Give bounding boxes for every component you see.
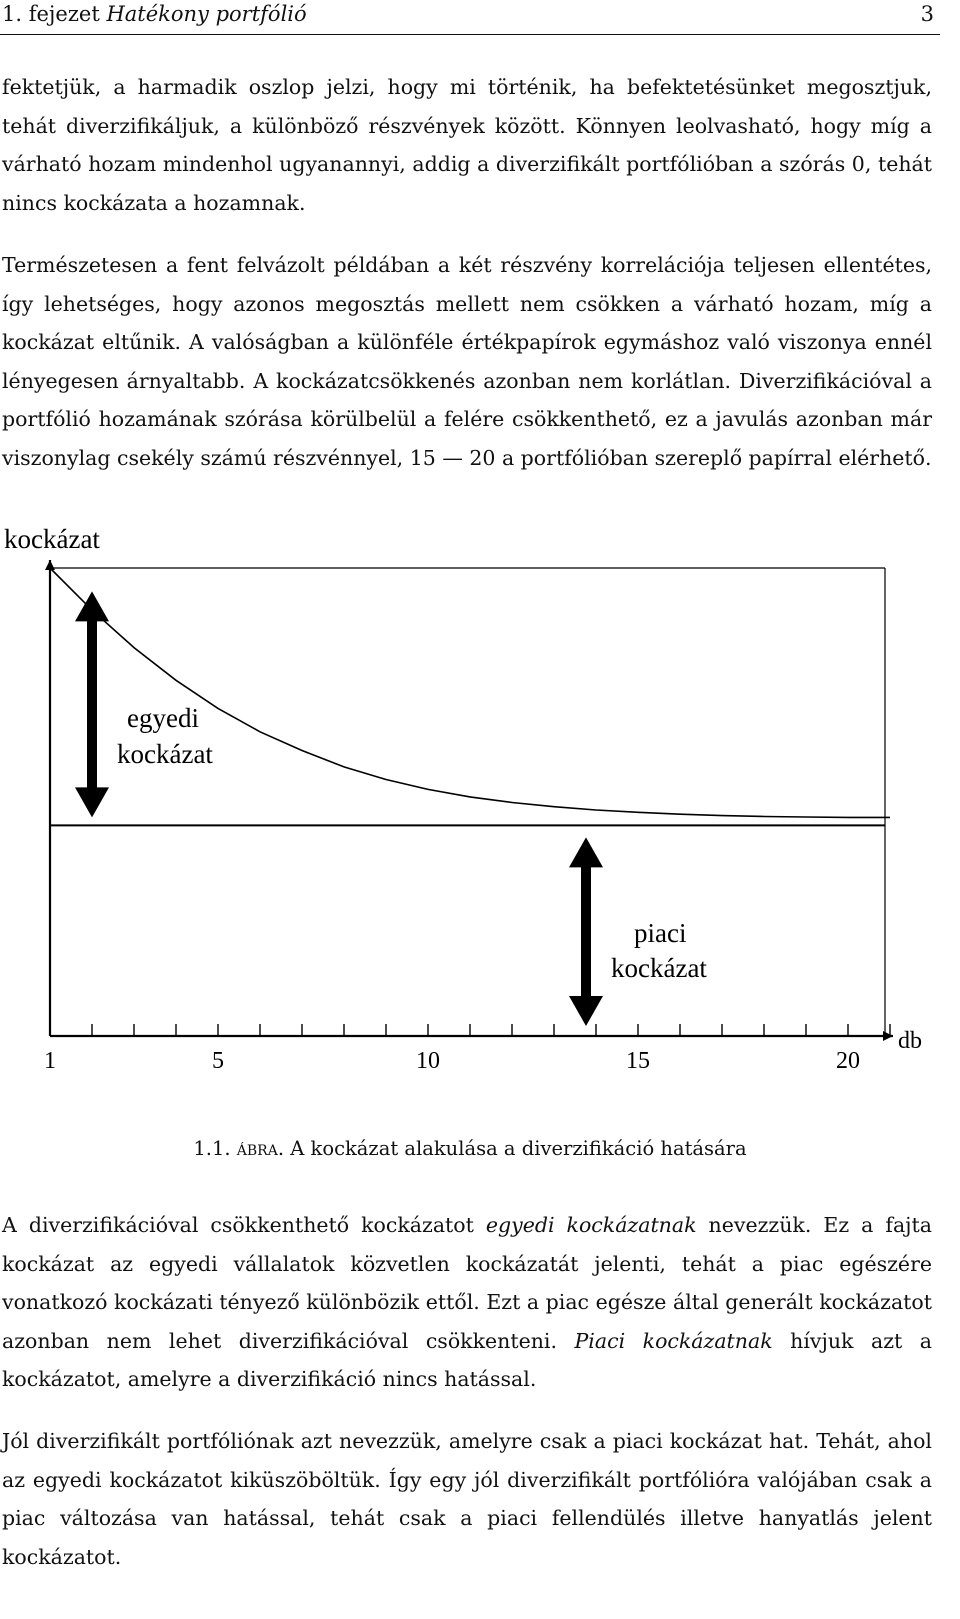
running-head (2, 2, 307, 26)
arrow-head-up (569, 837, 603, 867)
market-risk-label-line1: piaci (634, 918, 687, 948)
figure-caption (0, 1137, 940, 1160)
x-tick-label: 5 (212, 1048, 224, 1074)
arrow-shaft (581, 866, 591, 997)
arrow-head-down (569, 996, 603, 1026)
specific-risk-label-line2: kockázat (117, 739, 213, 769)
caption-number: 1.1. ábra. (193, 1137, 285, 1160)
x-tick-label: 1 (44, 1048, 56, 1074)
x-axis-label: db (898, 1028, 922, 1054)
x-tick-label: 20 (836, 1048, 860, 1074)
arrow-head-up (75, 591, 109, 621)
chapter-label: 1. fejezet (2, 2, 100, 26)
risk-diversification-figure (0, 518, 940, 1078)
specific-risk-label-line1: egyedi (127, 703, 199, 733)
paragraph-4: Jól diverzifikált portfóliónak azt nevezzük, amelyre csak a piaci kockázat hat. Tehát, ahol az egyedi kockázatot kiküszöböltük. Így egy jól diverzifikált portfólióra valójában csak a piac változása van hatással, tehát csak a piaci fellendülés illetve hanyatlás jelent kockázatot. (2, 1429, 932, 1569)
caption-text: A kockázat alakulása a diverzifikáció hatására (290, 1137, 747, 1160)
x-ticks (50, 1024, 890, 1036)
y-axis-label: kockázat (4, 524, 100, 554)
market-risk-arrow (569, 837, 603, 1026)
total-risk-curve (50, 568, 890, 817)
market-risk-label-line2: kockázat (611, 953, 707, 983)
paragraph-3 (2, 1206, 932, 1399)
chapter-title: Hatékony portfólió (106, 2, 307, 26)
paragraph-1: fektetjük, a harmadik oszlop jelzi, hogy mi történik, ha befektetésünket megosztjuk, tehát diverzifikáljuk, a különböző részvények között. Könnyen leolvasható, hogy míg a várható hozam mindenhol ugyanannyi, addig a diverzifikált portfólióban a szórás 0, tehát nincs kockázata a hozamnak. (2, 75, 932, 215)
p3-text-a: A diverzifikációval csökkenthető kockázatot (2, 1213, 486, 1237)
paragraph-2: Természetesen a fent felvázolt példában a két részvény korrelációja teljesen ellentétes, így lehetséges, hogy azonos megosztás mellett nem csökken a várható hozam, míg a kockázat eltűnik. A valóságban a különféle értékpapírok egymáshoz való viszonya ennél lényegesen árnyaltabb. A kockázatcsökkenés azonban nem korlátlan. Diverzifikációval a portfólió hozamának szórása körülbelül a felére csökkenthető, ez a javulás azonban már viszonylag csekély számú részvénnyel, 15 — 20 a portfólióban szereplő papírral elérhető. (2, 253, 932, 470)
p3-emphasis-market-risk: Piaci kockázatnak (574, 1328, 773, 1353)
x-tick-label: 10 (416, 1048, 440, 1074)
arrow-head-down (75, 787, 109, 817)
specific-risk-arrow (75, 591, 109, 817)
p3-text-b: nevezzük. Ez a fajta kockázat az egyedi vállalatok közvetlen kockázatát jelenti, tehát a piac egészére vonatkozó kockázati tényező különbözik ettől. Ezt a piac egésze által generált kockázatot azonban nem lehet diverzifikációval csökkenteni. (2, 1213, 933, 1353)
plot-frame (50, 560, 893, 1036)
x-tick-label: 15 (626, 1048, 650, 1074)
p3-emphasis-specific-risk: egyedi kockázatnak (485, 1213, 697, 1237)
x-tick-labels (44, 1048, 860, 1074)
page-header (0, 0, 940, 35)
page-number: 3 (920, 2, 934, 26)
p3-text-c: hívjuk azt a kockázatot, amelyre a diverzifikáció nincs hatással. (2, 1328, 932, 1391)
arrow-shaft (87, 620, 97, 788)
